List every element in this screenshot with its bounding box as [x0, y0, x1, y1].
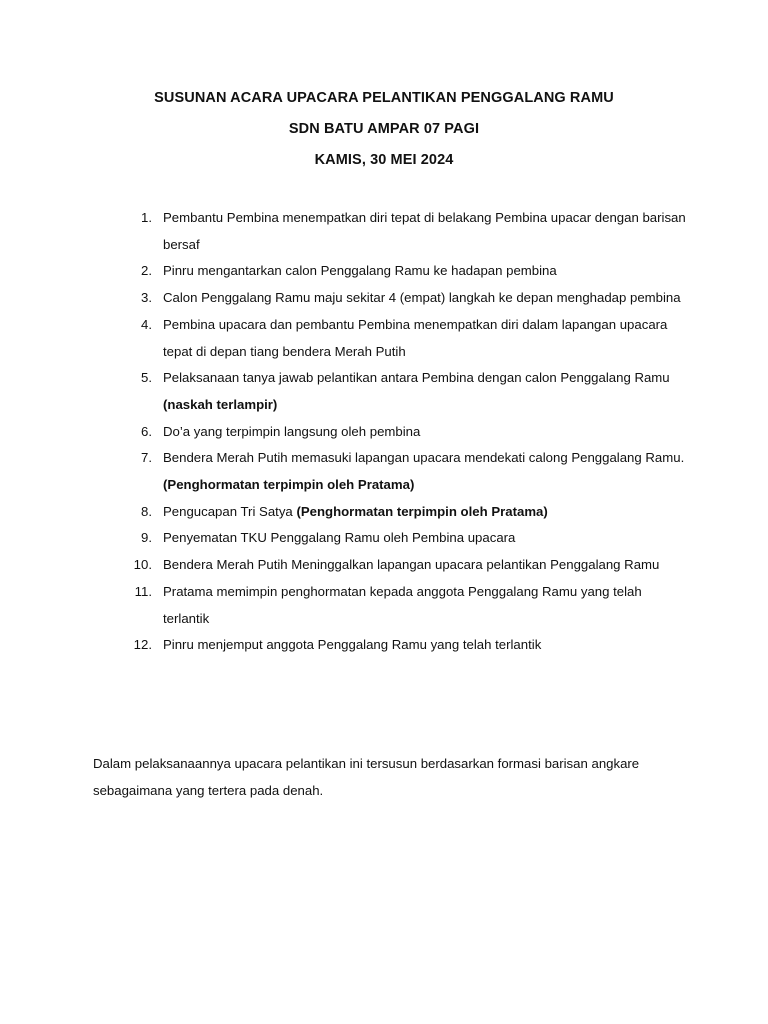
item-bold-text: (naskah terlampir)	[163, 396, 278, 412]
list-item	[0, 205, 768, 258]
item-plain-text: Calon Penggalang Ramu maju sekitar 4 (empat) langkah ke depan menghadap pembina	[163, 290, 681, 306]
list-item	[0, 365, 768, 418]
title-line-1: SUSUNAN ACARA UPACARA PELANTIKAN PENGGALANG RAMU	[154, 90, 614, 106]
item-number: 7.	[141, 450, 152, 466]
item-text	[163, 258, 688, 285]
list-item	[0, 579, 768, 632]
item-text	[163, 419, 688, 446]
item-plain-text: Pinru menjemput anggota Penggalang Ramu yang telah terlantik	[163, 637, 542, 653]
item-text	[163, 312, 688, 365]
item-plain-text: Pembina upacara dan pembantu Pembina menempatkan diri dalam lapangan upacara tepat di depan tiang bendera Merah Putih	[163, 316, 668, 359]
item-plain-text: Pinru mengantarkan calon Penggalang Ramu ke hadapan pembina	[163, 263, 557, 279]
item-plain-text: Pengucapan Tri Satya	[163, 503, 297, 519]
item-text	[163, 525, 688, 552]
item-plain-text: Penyematan TKU Penggalang Ramu oleh Pembina upacara	[163, 530, 516, 546]
item-number: 6.	[141, 423, 152, 439]
item-bold-text: (Penghormatan terpimpin oleh Pratama)	[163, 477, 415, 493]
closing-paragraph: Dalam pelaksanaannya upacara pelantikan ini tersusun berdasarkan formasi barisan angkare sebagaimana yang tertera pada denah.	[93, 756, 640, 799]
list-item	[0, 285, 768, 312]
item-number: 12.	[133, 637, 152, 653]
document-header	[0, 88, 768, 181]
item-plain-text: Bendera Merah Putih memasuki lapangan upacara mendekati calong Penggalang Ramu.	[163, 450, 685, 466]
item-number: 8.	[141, 503, 152, 519]
item-text	[163, 445, 688, 498]
item-number: 10.	[133, 557, 152, 573]
item-plain-text: Bendera Merah Putih Meninggalkan lapangan upacara pelantikan Penggalang Ramu	[163, 557, 660, 573]
item-text	[163, 205, 688, 258]
item-text	[163, 499, 688, 526]
agenda-list	[0, 205, 768, 659]
item-number: 1.	[141, 210, 152, 225]
list-item	[0, 552, 768, 579]
list-item	[0, 312, 768, 365]
item-text	[163, 552, 688, 579]
item-number: 11.	[134, 583, 152, 599]
list-item	[0, 499, 768, 526]
list-item	[0, 525, 768, 552]
item-bold-text: (Penghormatan terpimpin oleh Pratama)	[296, 503, 548, 519]
list-item	[0, 632, 768, 659]
title-line-2: SDN BATU AMPAR 07 PAGI	[288, 121, 480, 137]
item-number: 4.	[141, 316, 152, 332]
item-number: 2.	[141, 263, 152, 279]
item-number: 9.	[141, 530, 152, 546]
item-plain-text: Pembantu Pembina menempatkan diri tepat di belakang Pembina upacar dengan barisan bersaf	[163, 210, 686, 252]
list-item	[0, 445, 768, 498]
item-plain-text: Do’a yang terpimpin langsung oleh pembina	[163, 423, 421, 439]
item-number: 5.	[141, 370, 152, 386]
item-number: 3.	[141, 290, 152, 306]
list-item	[0, 419, 768, 446]
item-text	[163, 285, 688, 312]
item-plain-text: Pratama memimpin penghormatan kepada anggota Penggalang Ramu yang telah terlantik	[163, 583, 642, 626]
item-text	[163, 579, 688, 632]
list-item	[0, 258, 768, 285]
item-text	[163, 365, 688, 418]
title-line-3: KAMIS, 30 MEI 2024	[314, 152, 454, 168]
item-plain-text: Pelaksanaan tanya jawab pelantikan antara Pembina dengan calon Penggalang Ramu	[163, 370, 670, 386]
item-text	[163, 632, 688, 659]
